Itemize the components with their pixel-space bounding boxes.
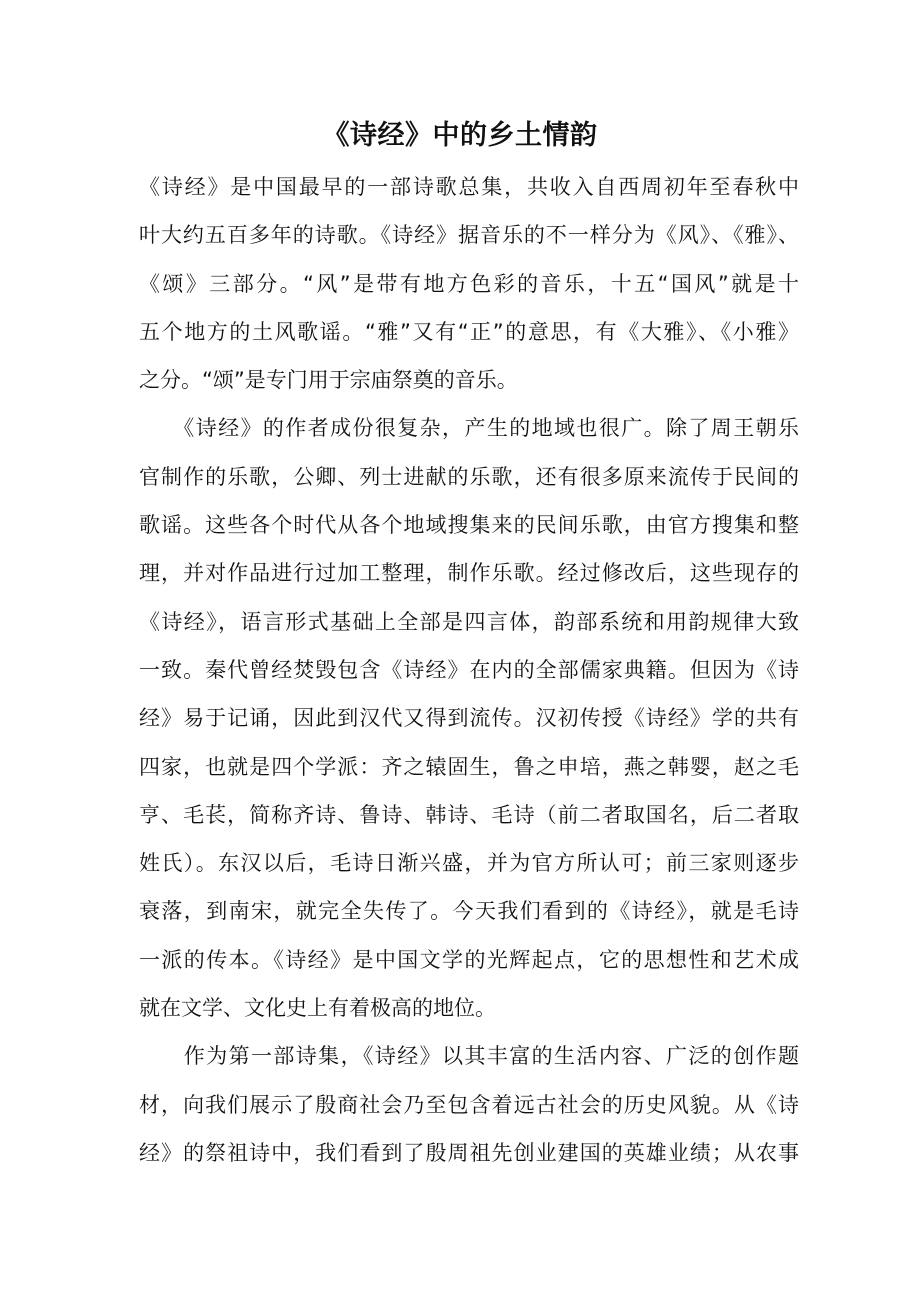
text-line: 官制作的乐歌，公卿、列士进献的乐歌，还有很多原来流传于民间的 [139,464,799,489]
document-body [139,163,799,1177]
paragraph-1 [139,163,799,404]
text-line: 《诗经》，语言形式基础上全部是四言体，韵部系统和用韵规律大致 [139,609,799,634]
text-line: 一派的传本。《诗经》是中国文学的光辉起点，它的思想性和艺术成 [139,947,799,972]
text-line: 作为第一部诗集，《诗经》以其丰富的生活内容、广泛的创作题 [139,1044,799,1069]
text-line: 理，并对作品进行过加工整理，制作乐歌。经过修改后，这些现存的 [139,561,799,586]
text-line: 衰落，到南宋，就完全失传了。今天我们看到的《诗经》，就是毛诗 [139,899,799,924]
text-line: 一致。秦代曾经焚毁包含《诗经》在内的全部儒家典籍。但因为《诗 [139,657,799,682]
text-line: 经》的祭祖诗中，我们看到了殷周祖先创业建国的英雄业绩；从农事 [139,1140,799,1165]
text-line: 就在文学、文化史上有着极高的地位。 [139,996,496,1021]
text-line: 亨、毛苌，简称齐诗、鲁诗、韩诗、毛诗（前二者取国名，后二者取 [139,802,799,827]
text-line: 五个地方的土风歌谣。“雅”又有“正”的意思，有《大雅》、《小雅》 [139,319,799,344]
text-line: 材，向我们展示了殷商社会乃至包含着远古社会的历史风貌。从《诗 [139,1092,799,1117]
text-line: 《诗经》是中国最早的一部诗歌总集，共收入自西周初年至春秋中 [139,175,799,199]
text-line: 四家，也就是四个学派：齐之辕固生，鲁之申培，燕之韩婴，赵之毛 [139,754,799,779]
page-title: 《诗经》中的乡土情韵 [322,120,598,151]
text-line: 之分。“颂”是专门用于宗庙祭奠的音乐。 [139,368,518,393]
paragraph-2 [139,404,799,1032]
text-line: 《颂》三部分。“风”是带有地方色彩的音乐，十五“国风”就是十 [139,271,799,296]
text-line: 姓氏）。东汉以后，毛诗日渐兴盛，并为官方所认可；前三家则逐步 [139,851,799,876]
text-line: 叶大约五百多年的诗歌。《诗经》据音乐的不一样分为《风》、《雅》、 [139,223,799,248]
text-line: 经》易于记诵，因此到汉代又得到流传。汉初传授《诗经》学的共有 [139,706,799,731]
paragraph-3 [139,1032,799,1177]
text-line: 《诗经》的作者成份很复杂，产生的地域也很广。除了周王朝乐 [139,416,799,441]
text-line: 歌谣。这些各个时代从各个地域搜集来的民间乐歌，由官方搜集和整 [139,513,799,538]
